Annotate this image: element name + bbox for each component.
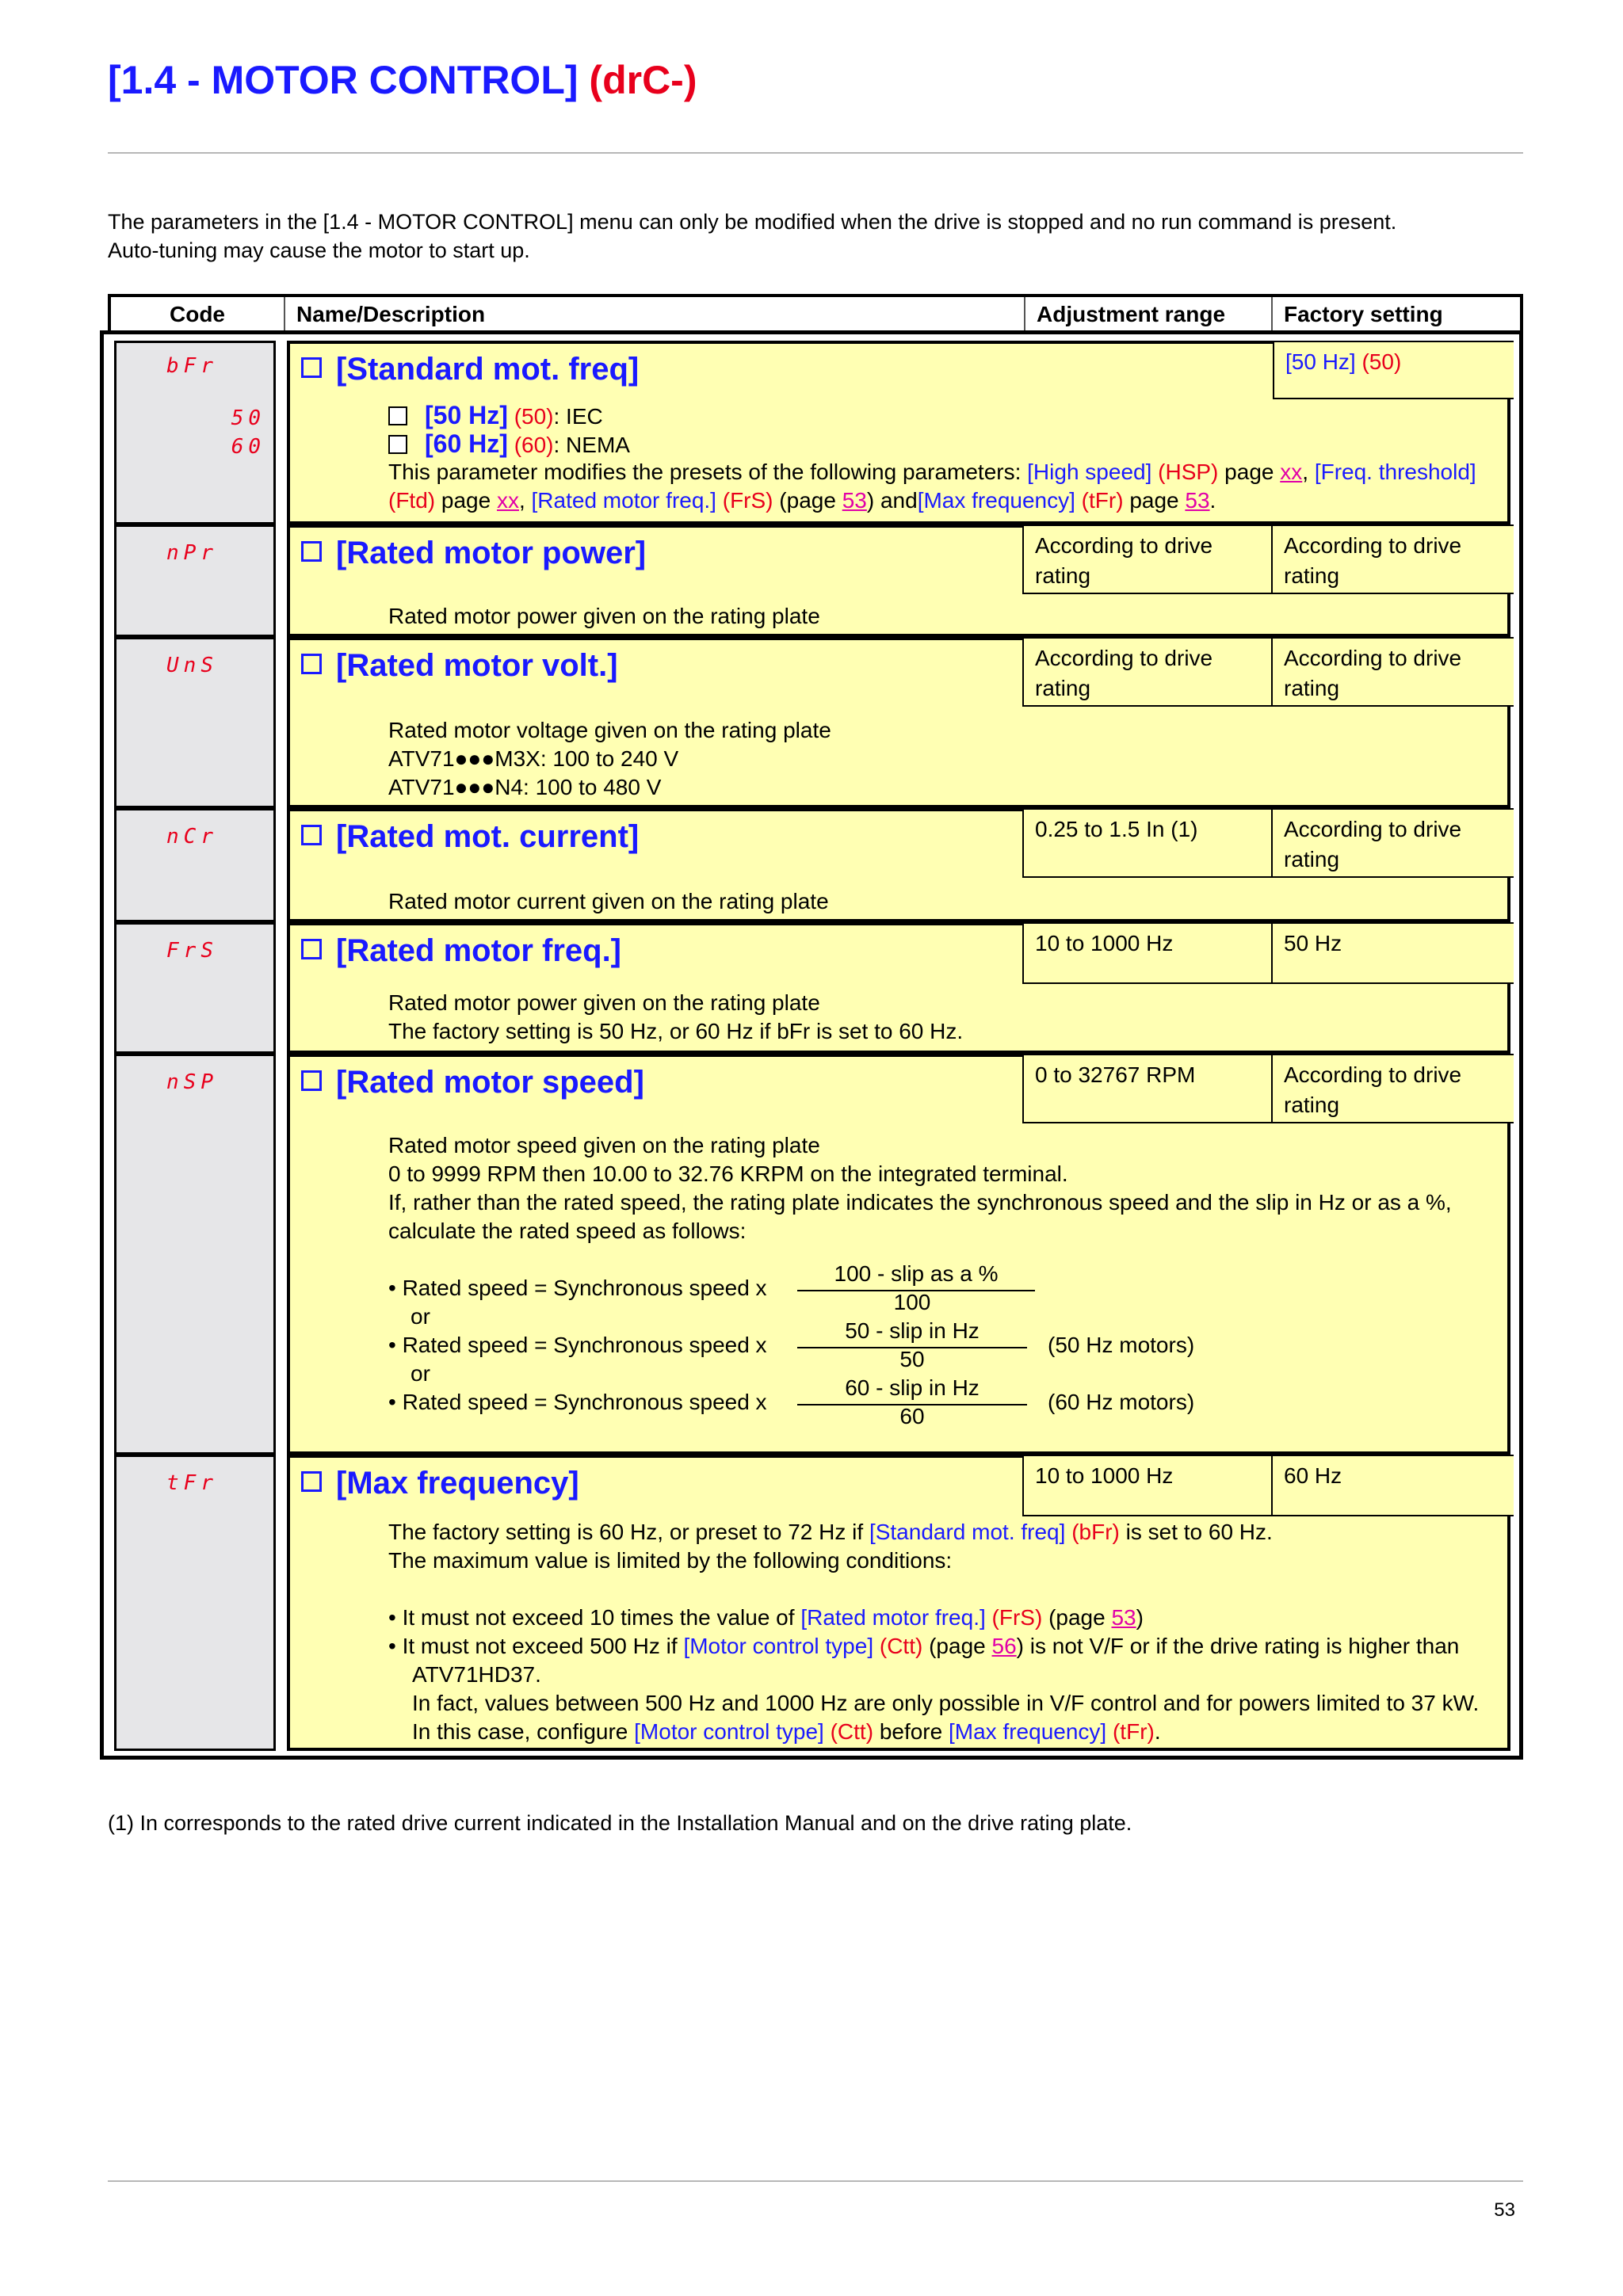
code-50: 50 [231,406,265,430]
code-cell-uns [114,637,276,808]
range-nsp: 0 to 32767 RPM [1022,1054,1273,1123]
t: is set to 60 Hz. [1125,1520,1273,1544]
code-cell-nsp [114,1054,276,1455]
option-desc: : IEC [553,404,603,429]
bfr-desc-2 [388,486,1216,515]
t: (tFr) [1081,488,1124,513]
t: • It must not exceed 500 Hz if [388,1634,678,1658]
param-title-text: [Standard mot. freq] [336,352,640,387]
formula-1-denominator: 100 [893,1290,931,1314]
option-name: [60 Hz] [425,429,508,458]
param-title-nsp [301,1065,644,1100]
frs-desc-2: The factory setting is 50 Hz, or 60 Hz if bFr is set to 60 Hz. [388,1019,964,1043]
header-factory: Factory setting [1284,302,1443,326]
t: , [1302,460,1309,484]
formula-2-numerator: 50 - slip in Hz [845,1318,980,1343]
nsp-desc-1: Rated motor speed given on the rating plate [388,1133,820,1158]
t: [Motor control type] [634,1719,824,1744]
bottom-divider [108,2180,1523,2182]
intro-line-2: Auto-tuning may cause the motor to start up. [108,238,530,262]
t: (page [929,1634,986,1658]
param-title-text: [Max frequency] [336,1466,579,1501]
param-title-text: [Rated motor freq.] [336,933,621,968]
param-title-ncr [301,819,639,855]
t: (Ctt) [879,1634,923,1658]
code-uns: UnS [166,654,218,677]
t: (FrS) [722,488,773,513]
t: [Motor control type] [683,1634,874,1658]
factory-bfr [1273,341,1514,399]
tfr-desc-j [412,1718,1161,1746]
uns-desc-1: Rated motor voltage given on the rating plate [388,718,831,742]
formula-3-note: (60 Hz motors) [1048,1390,1195,1414]
checkbox-icon [301,1070,322,1091]
formula-or-1: or [411,1304,430,1329]
param-title-text: [Rated mot. current] [336,819,640,854]
range-tfr: 10 to 1000 Hz [1022,1455,1273,1516]
t: The factory setting is 60 Hz, or preset to 72 Hz if [388,1520,864,1544]
page-link[interactable]: xx [1280,460,1303,484]
uns-desc-2: ATV71●●●M3X: 100 to 240 V [388,746,679,771]
factory-npr: According to drive rating [1271,524,1514,594]
option-60hz [388,429,630,460]
option-code: (60) [514,433,554,457]
t: before [879,1719,943,1744]
npr-desc: Rated motor power given on the rating plate [388,604,820,628]
t: page [1129,488,1179,513]
formula-or-2: or [411,1361,430,1386]
param-title-bfr [301,352,639,387]
formula-3-label: • Rated speed = Synchronous speed x [388,1390,767,1414]
uns-desc-3: ATV71●●●N4: 100 to 480 V [388,775,662,799]
ncr-desc: Rated motor current given on the rating plate [388,889,829,913]
t: (page [1048,1605,1106,1630]
code-tfr: tFr [166,1471,218,1495]
title-code: (drC-) [589,58,697,102]
tfr-desc-a [388,1518,1273,1547]
t: [Freq. threshold] [1314,460,1476,484]
page-title [108,57,697,103]
t: . [1209,488,1216,513]
t: [Max frequency] [949,1719,1107,1744]
formula-3-numerator: 60 - slip in Hz [845,1375,980,1400]
param-frs [287,922,1510,1054]
tfr-desc-g [388,1632,1459,1661]
tfr-desc-c [388,1604,1144,1632]
option-50hz [388,401,603,431]
code-ncr: nCr [166,825,218,849]
range-frs: 10 to 1000 Hz [1022,922,1273,984]
t: (tFr) [1112,1719,1155,1744]
t: (HSP) [1158,460,1219,484]
code-npr: nPr [166,541,218,565]
factory-uns: According to drive rating [1271,637,1514,707]
param-title-text: [Rated motor power] [336,536,647,570]
formula-1-numerator: 100 - slip as a % [834,1261,999,1286]
option-square-icon [388,435,407,454]
param-title-tfr [301,1466,579,1501]
t: ) is not V/F or if the drive rating is higher than [1016,1634,1460,1658]
table-header [108,294,1523,332]
param-bfr [287,341,1510,524]
t: [Max frequency] [917,488,1075,513]
param-nsp [287,1054,1510,1455]
page-link[interactable]: 53 [1185,488,1210,513]
factory-bfr-a: [50 Hz] [1285,349,1356,374]
tfr-desc-i: In fact, values between 500 Hz and 1000 Hz are only possible in V/F control and for powers limited to 37 kW. [412,1691,1480,1715]
formula-1-label: • Rated speed = Synchronous speed x [388,1276,767,1300]
tfr-desc-h: ATV71HD37. [412,1662,541,1687]
option-code: (50) [514,404,554,429]
formula-2-note: (50 Hz motors) [1048,1333,1195,1357]
t: page [441,488,491,513]
t: [Rated motor freq.] [800,1605,986,1630]
param-tfr [287,1455,1510,1751]
t: This parameter modifies the presets of the following parameters: [388,460,1022,484]
t: (bFr) [1071,1520,1120,1544]
checkbox-icon [301,357,322,378]
code-nsp: nSP [166,1070,218,1094]
frs-desc-1: Rated motor power given on the rating plate [388,990,820,1015]
t: (Ftd) [388,488,436,513]
page-link[interactable]: 56 [991,1634,1017,1658]
option-desc: : NEMA [553,433,630,457]
factory-tfr: 60 Hz [1271,1455,1514,1516]
code-cell-frs [114,922,276,1054]
header-range: Adjustment range [1025,297,1273,332]
top-divider [108,152,1523,154]
option-name: [50 Hz] [425,401,508,429]
checkbox-icon [301,939,322,959]
t: (FrS) [991,1605,1043,1630]
page-link[interactable]: xx [496,488,519,513]
formula-2-denominator: 50 [899,1347,925,1371]
code-cell-tfr [114,1455,276,1751]
range-ncr: 0.25 to 1.5 In (1) [1022,808,1273,878]
t: In this case, configure [412,1719,628,1744]
range-uns: According to drive rating [1022,637,1273,707]
param-uns [287,637,1510,808]
title-text: [1.4 - MOTOR CONTROL] [108,58,579,102]
tfr-desc-b: The maximum value is limited by the following conditions: [388,1548,953,1573]
param-title-frs [301,933,621,969]
nsp-desc-3: If, rather than the rated speed, the rating plate indicates the synchronous speed and the slip in Hz or as a %, [388,1190,1452,1215]
t: [High speed] [1027,460,1152,484]
page-link[interactable]: 53 [842,488,867,513]
option-square-icon [388,406,407,425]
checkbox-icon [301,541,322,562]
checkbox-icon [301,1471,322,1492]
t: (Ctt) [830,1719,874,1744]
formula-3-denominator: 60 [899,1404,925,1428]
t: (page [779,488,836,513]
factory-ncr: According to drive rating [1271,808,1514,878]
code-cell-bfr [114,341,276,524]
page-number: 53 [1494,2199,1515,2221]
factory-bfr-b: (50) [1361,349,1402,374]
header-code: Code [111,297,285,332]
factory-frs: 50 Hz [1271,922,1514,984]
code-frs: FrS [166,939,218,963]
t: [Rated motor freq.] [531,488,716,513]
param-title-uns [301,648,618,684]
t: • It must not exceed 10 times the value of [388,1605,795,1630]
page-link[interactable]: 53 [1111,1605,1136,1630]
checkbox-icon [301,825,322,845]
range-npr: According to drive rating [1022,524,1273,594]
checkbox-icon [301,654,322,674]
t: page [1224,460,1274,484]
t: ) and [866,488,918,513]
code-bfr: bFr [166,354,218,378]
param-title-text: [Rated motor speed] [336,1065,644,1100]
code-cell-npr [114,524,276,637]
param-npr [287,524,1510,637]
code-cell-ncr [114,808,276,922]
intro-line-1: The parameters in the [1.4 - MOTOR CONTROL] menu can only be modified when the drive is stopped and no run command is present. [108,210,1397,234]
intro-text [108,208,1526,265]
param-ncr [287,808,1510,922]
t: . [1154,1719,1161,1744]
footnote: (1) In corresponds to the rated drive current indicated in the Installation Manual and on the drive rating plate. [108,1811,1132,1835]
header-name: Name/Description [285,297,1025,332]
param-title-text: [Rated motor volt.] [336,648,618,683]
code-60: 60 [231,435,265,459]
param-title-npr [301,536,646,571]
nsp-desc-2: 0 to 9999 RPM then 10.00 to 32.76 KRPM on the integrated terminal. [388,1161,1068,1186]
t: [Standard mot. freq] [869,1520,1066,1544]
t: , [518,488,525,513]
nsp-desc-4: calculate the rated speed as follows: [388,1219,747,1243]
factory-nsp: According to drive rating [1271,1054,1514,1123]
t: ) [1136,1605,1144,1630]
bfr-desc-1 [388,458,1476,486]
formula-2-label: • Rated speed = Synchronous speed x [388,1333,767,1357]
